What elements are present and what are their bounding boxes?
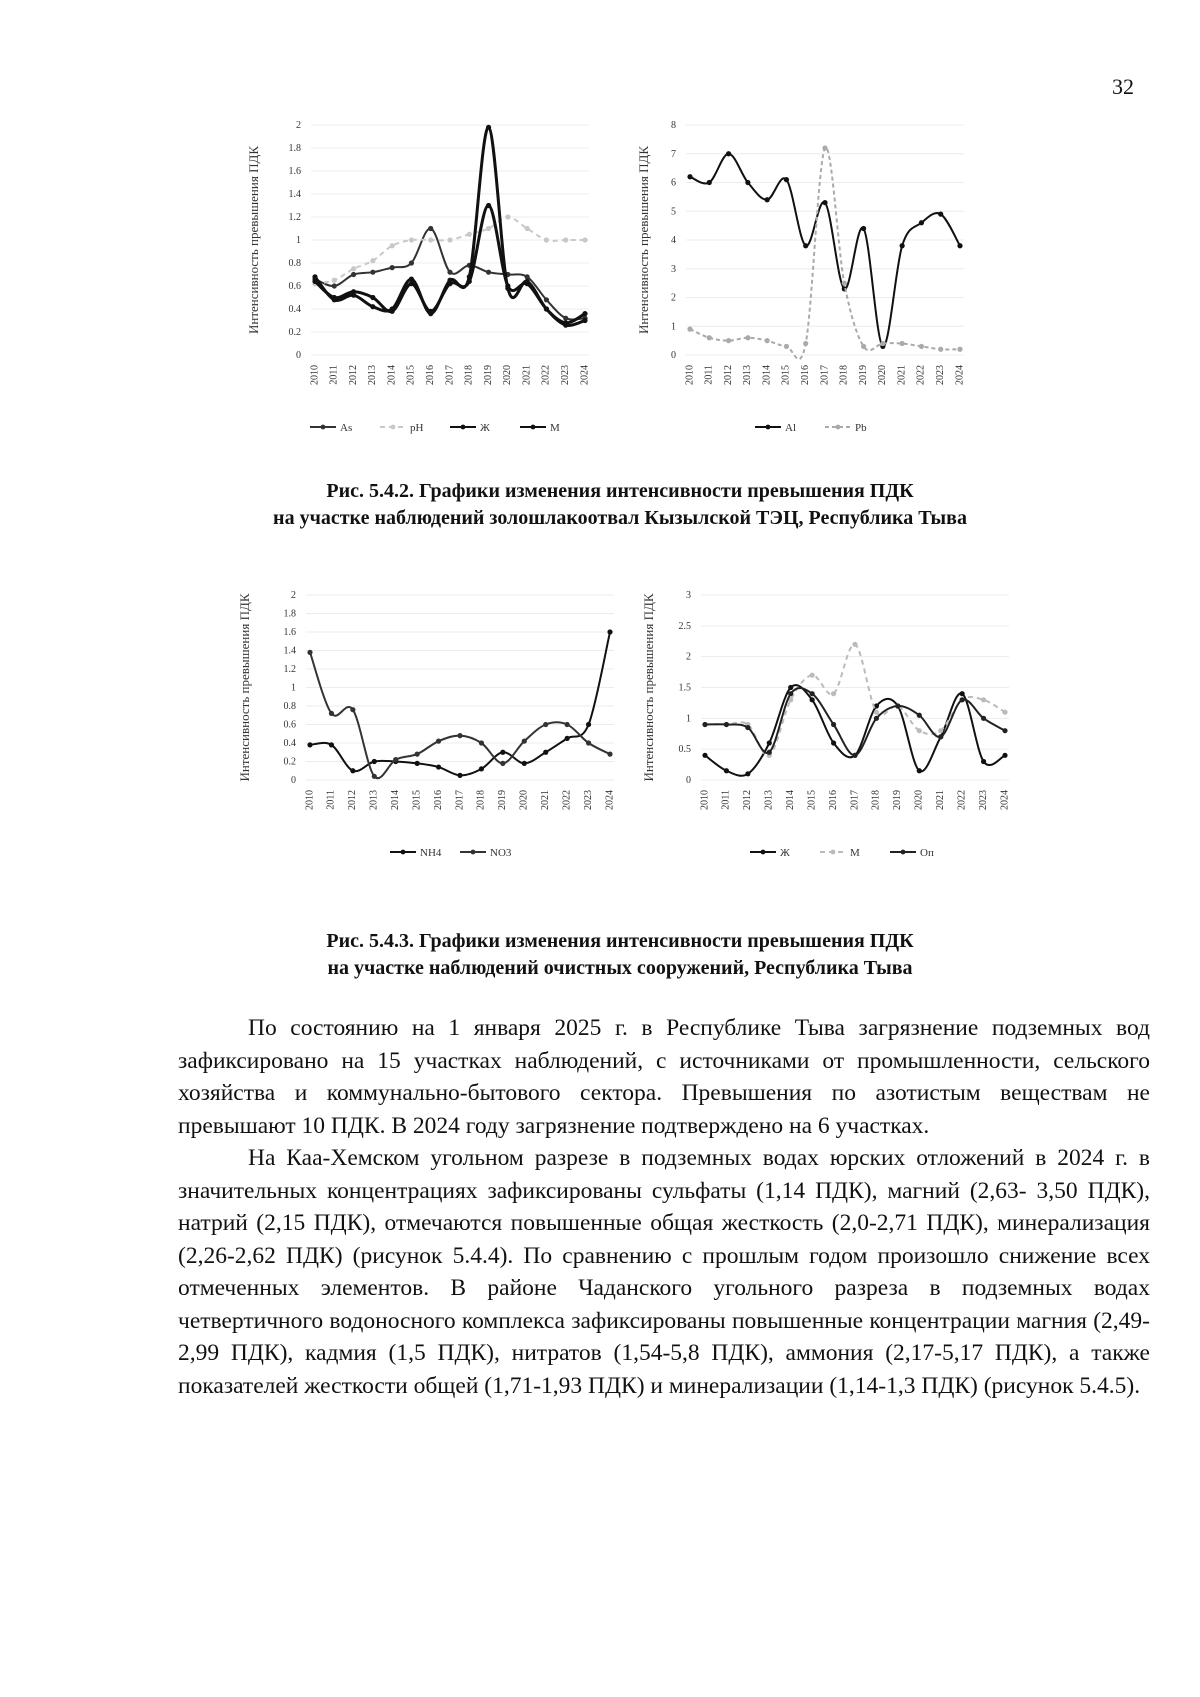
data-point xyxy=(788,691,793,696)
data-point xyxy=(765,197,770,202)
data-point xyxy=(874,716,879,721)
data-point xyxy=(900,243,905,248)
data-point xyxy=(842,281,847,286)
data-point xyxy=(457,773,462,778)
caption-line: на участке наблюдений золошлакоотвал Кызылской ТЭЦ, Республика Тыва xyxy=(273,507,967,529)
data-point xyxy=(810,697,815,702)
data-point xyxy=(447,270,452,275)
data-point xyxy=(938,347,943,352)
x-tick-label: 2018 xyxy=(475,790,487,810)
y-tick-label: 0.4 xyxy=(288,304,301,315)
y-tick-label: 0.2 xyxy=(283,756,296,768)
data-point xyxy=(312,274,317,279)
x-tick-label: 2024 xyxy=(604,790,616,810)
y-tick-label: 7 xyxy=(671,148,676,160)
series-line xyxy=(310,632,610,775)
data-point xyxy=(332,278,337,283)
data-point xyxy=(861,344,866,349)
x-tick-label: 2017 xyxy=(819,365,831,385)
data-point xyxy=(505,214,510,219)
data-point xyxy=(522,739,527,744)
y-tick-label: 4 xyxy=(671,235,676,246)
y-axis-label: Интенсивность превышения ПДК xyxy=(245,146,261,334)
data-point xyxy=(479,766,484,771)
y-tick-label: 0.6 xyxy=(288,281,301,292)
data-point xyxy=(687,327,692,332)
data-point xyxy=(505,286,510,291)
caption-line: на участке наблюдений очистных сооружений, Республика Тыва xyxy=(327,957,913,979)
data-point xyxy=(390,243,395,248)
y-tick-label: 1.6 xyxy=(283,627,296,638)
legend-label: Ж xyxy=(780,847,790,859)
data-point xyxy=(981,759,986,764)
legend-marker xyxy=(831,850,836,855)
data-point xyxy=(447,237,452,242)
y-axis-label: Интенсивность превышения ПДК xyxy=(635,146,651,334)
x-tick-label: 2015 xyxy=(405,365,417,385)
legend-marker xyxy=(321,425,326,430)
x-tick-label: 2019 xyxy=(857,365,869,385)
data-point xyxy=(409,277,414,282)
data-point xyxy=(372,774,377,779)
x-tick-label: 2016 xyxy=(432,790,444,810)
data-point xyxy=(745,335,750,340)
y-tick-label: 2 xyxy=(671,292,676,304)
y-tick-label: 0.5 xyxy=(678,744,691,756)
data-point xyxy=(479,740,484,745)
x-tick-label: 2023 xyxy=(560,365,572,385)
x-tick-label: 2020 xyxy=(502,365,514,385)
x-tick-label: 2024 xyxy=(954,365,966,385)
data-point xyxy=(351,266,356,271)
x-tick-label: 2020 xyxy=(913,790,925,810)
data-point xyxy=(917,713,922,718)
data-point xyxy=(415,761,420,766)
data-point xyxy=(563,323,568,328)
data-point xyxy=(351,272,356,277)
data-point xyxy=(500,761,505,766)
data-point xyxy=(981,716,986,721)
data-point xyxy=(960,697,965,702)
x-tick-label: 2014 xyxy=(386,365,398,385)
x-tick-label: 2015 xyxy=(780,365,792,385)
x-tick-label: 2022 xyxy=(956,790,968,810)
legend-label: М xyxy=(550,422,560,434)
data-point xyxy=(874,710,879,715)
data-point xyxy=(565,722,570,727)
data-point xyxy=(831,722,836,727)
caption-line: Рис. 5.4.2. Графики изменения интенсивности превышения ПДК xyxy=(326,480,914,502)
data-point xyxy=(582,318,587,323)
data-point xyxy=(563,237,568,242)
data-point xyxy=(724,768,729,773)
data-point xyxy=(565,736,570,741)
x-tick-label: 2018 xyxy=(870,790,882,810)
x-tick-label: 2015 xyxy=(411,790,423,810)
figure-caption-5-4-2 xyxy=(190,478,1050,532)
legend-marker xyxy=(401,850,406,855)
paragraph: На Каа-Хемском угольном разрезе в подземных водах юрских отложений в 2024 г. в значительных концентрациях зафиксированы сульфаты (1,14 ПДК), магний (2,63- 3,50 ПДК), натрий (2,15 ПДК), отмечаются повышенные общая жесткость (2,0-2,71 ПДК), минерализация (2,26-2,62 ПДК) (рисунок 5.4.4). По сравнению с прошлым годом произошло снижение всех отмеченных элементов. В районе Чаданского угольного разреза в подземных водах четвертичного водоносного комплекса зафиксированы повышенные концентрации магния (2,49-2,99 ПДК), кадмия (1,5 ПДК), нитратов (1,54-5,8 ПДК), аммония (2,17-5,17 ПДК), а также показателей жесткости общей (1,71-1,93 ПДК) и минерализации (1,14-1,3 ПДК) (рисунок 5.4.5). xyxy=(178,1145,1150,1399)
data-point xyxy=(745,771,750,776)
x-tick-label: 2018 xyxy=(838,365,850,385)
y-axis-label: Интенсивность превышения ПДК xyxy=(236,593,252,782)
y-tick-label: 0.4 xyxy=(283,738,296,749)
data-point xyxy=(436,739,441,744)
data-point xyxy=(957,243,962,248)
data-point xyxy=(726,338,731,343)
data-point xyxy=(486,203,491,208)
data-point xyxy=(960,691,965,696)
data-point xyxy=(436,764,441,769)
data-point xyxy=(1002,710,1007,715)
data-point xyxy=(372,759,377,764)
data-point xyxy=(582,237,587,242)
data-point xyxy=(350,707,355,712)
data-point xyxy=(745,180,750,185)
legend-marker xyxy=(531,425,536,430)
y-tick-label: 5 xyxy=(671,206,676,218)
data-point xyxy=(390,265,395,270)
y-tick-label: 0 xyxy=(296,350,301,361)
x-tick-label: 2022 xyxy=(561,790,573,810)
data-point xyxy=(852,642,857,647)
x-tick-label: 2019 xyxy=(892,790,904,810)
data-point xyxy=(607,629,612,634)
data-point xyxy=(332,297,337,302)
x-tick-label: 2021 xyxy=(540,790,552,810)
legend-label: Оп xyxy=(920,847,934,859)
data-point xyxy=(370,295,375,300)
y-tick-label: 0.8 xyxy=(288,258,301,269)
data-point xyxy=(307,650,312,655)
x-tick-label: 2019 xyxy=(482,365,494,385)
data-point xyxy=(938,728,943,733)
chart-treatment-hardness-mineralization-op xyxy=(640,580,1100,930)
x-tick-label: 2010 xyxy=(309,365,321,385)
data-point xyxy=(745,725,750,730)
data-point xyxy=(350,768,355,773)
data-point xyxy=(467,274,472,279)
x-tick-label: 2012 xyxy=(742,790,754,810)
data-point xyxy=(543,722,548,727)
y-tick-label: 0 xyxy=(291,775,296,786)
y-tick-label: 1.8 xyxy=(288,143,301,154)
legend-marker xyxy=(836,425,841,430)
y-tick-label: 1 xyxy=(296,235,301,246)
x-tick-label: 2017 xyxy=(454,790,466,810)
data-point xyxy=(582,311,587,316)
y-tick-label: 0.8 xyxy=(283,701,296,712)
x-tick-label: 2023 xyxy=(582,790,594,810)
data-point xyxy=(525,279,530,284)
data-point xyxy=(726,151,731,156)
y-tick-label: 0.2 xyxy=(288,327,301,338)
x-tick-label: 2021 xyxy=(935,790,947,810)
data-point xyxy=(803,243,808,248)
data-point xyxy=(917,728,922,733)
y-tick-label: 2 xyxy=(291,590,296,601)
data-point xyxy=(447,278,452,283)
y-tick-label: 1.2 xyxy=(288,212,301,223)
x-tick-label: 2014 xyxy=(390,790,402,810)
legend-marker xyxy=(761,850,766,855)
data-point xyxy=(525,226,530,231)
y-tick-label: 0 xyxy=(671,350,676,361)
y-tick-label: 2 xyxy=(686,651,691,663)
data-point xyxy=(307,742,312,747)
data-point xyxy=(1002,728,1007,733)
x-tick-label: 2011 xyxy=(328,365,340,385)
x-tick-label: 2023 xyxy=(977,790,989,810)
y-tick-label: 1 xyxy=(671,321,676,333)
x-tick-label: 2018 xyxy=(463,365,475,385)
data-point xyxy=(525,274,530,279)
data-point xyxy=(702,722,707,727)
data-point xyxy=(586,722,591,727)
y-tick-label: 3 xyxy=(686,590,691,601)
data-point xyxy=(428,311,433,316)
x-tick-label: 2016 xyxy=(800,365,812,385)
x-tick-label: 2022 xyxy=(915,365,927,385)
x-tick-label: 2017 xyxy=(849,790,861,810)
data-point xyxy=(784,344,789,349)
data-point xyxy=(428,226,433,231)
legend-label: NO3 xyxy=(490,847,512,859)
x-tick-label: 2010 xyxy=(699,790,711,810)
data-point xyxy=(919,344,924,349)
y-tick-label: 2.5 xyxy=(678,620,691,632)
data-point xyxy=(586,740,591,745)
data-point xyxy=(687,174,692,179)
data-point xyxy=(822,145,827,150)
paragraph: По состоянию на 1 января 2025 г. в Республике Тыва загрязнение подземных вод зафиксировано на 15 участках наблюдений, с источниками от промышленности, сельского хозяйства и коммунально-бытового сектора. Превышения по азотистым веществам не превышают 10 ПДК. В 2024 году загрязнение подтверждено на 6 участках. xyxy=(178,1015,1150,1139)
data-point xyxy=(707,335,712,340)
y-tick-label: 1.4 xyxy=(288,189,301,200)
data-point xyxy=(351,293,356,298)
data-point xyxy=(543,750,548,755)
data-point xyxy=(831,691,836,696)
x-tick-label: 2021 xyxy=(896,365,908,385)
legend-label: As xyxy=(340,422,353,434)
x-tick-label: 2014 xyxy=(761,365,773,385)
y-tick-label: 6 xyxy=(671,177,676,189)
data-point xyxy=(707,180,712,185)
data-point xyxy=(329,711,334,716)
data-point xyxy=(938,212,943,217)
data-point xyxy=(370,304,375,309)
data-point xyxy=(544,237,549,242)
x-tick-label: 2021 xyxy=(521,365,533,385)
x-tick-label: 2020 xyxy=(877,365,889,385)
data-point xyxy=(831,740,836,745)
data-point xyxy=(467,232,472,237)
x-tick-label: 2013 xyxy=(368,790,380,810)
data-point xyxy=(880,341,885,346)
data-point xyxy=(409,237,414,242)
caption-line: Рис. 5.4.3. Графики изменения интенсивности превышения ПДК xyxy=(326,930,914,952)
data-point xyxy=(767,740,772,745)
series-line xyxy=(705,688,1005,755)
data-point xyxy=(895,703,900,708)
data-point xyxy=(803,341,808,346)
legend-label: Pb xyxy=(855,422,867,434)
data-point xyxy=(544,306,549,311)
data-point xyxy=(393,757,398,762)
x-tick-label: 2013 xyxy=(367,365,379,385)
y-axis-label: Интенсивность превышения ПДК xyxy=(640,593,656,782)
data-point xyxy=(724,722,729,727)
data-point xyxy=(428,237,433,242)
data-point xyxy=(500,750,505,755)
data-point xyxy=(702,753,707,758)
legend-label: М xyxy=(850,847,860,859)
legend-label: NH4 xyxy=(420,847,442,859)
x-tick-label: 2011 xyxy=(720,790,732,810)
x-tick-label: 2013 xyxy=(742,365,754,385)
data-point xyxy=(900,341,905,346)
chart-zsho-al-pb xyxy=(635,110,1050,470)
x-tick-label: 2019 xyxy=(497,790,509,810)
x-tick-label: 2020 xyxy=(518,790,530,810)
legend-label: Ж xyxy=(480,422,490,434)
data-point xyxy=(938,734,943,739)
data-point xyxy=(415,752,420,757)
data-point xyxy=(370,270,375,275)
x-tick-label: 2012 xyxy=(722,365,734,385)
y-tick-label: 8 xyxy=(671,120,676,131)
y-tick-label: 1.2 xyxy=(283,664,296,675)
data-point xyxy=(486,226,491,231)
x-tick-label: 2013 xyxy=(763,790,775,810)
data-point xyxy=(332,283,337,288)
y-tick-label: 3 xyxy=(671,263,676,275)
data-point xyxy=(919,220,924,225)
data-point xyxy=(788,685,793,690)
x-tick-label: 2024 xyxy=(999,790,1011,810)
chart-treatment-nh4-no3 xyxy=(236,580,660,930)
y-tick-label: 2 xyxy=(296,120,301,131)
data-point xyxy=(607,752,612,757)
data-point xyxy=(810,673,815,678)
legend-label: Al xyxy=(785,422,796,434)
legend-marker xyxy=(391,425,396,430)
series-line xyxy=(690,147,960,359)
series-line xyxy=(310,652,610,778)
data-point xyxy=(765,338,770,343)
data-point xyxy=(544,297,549,302)
x-tick-label: 2024 xyxy=(579,365,591,385)
data-point xyxy=(370,258,375,263)
x-tick-label: 2017 xyxy=(444,365,456,385)
y-tick-label: 1.8 xyxy=(283,608,296,620)
legend-label: pH xyxy=(410,422,424,434)
data-point xyxy=(390,306,395,311)
y-tick-label: 1.4 xyxy=(283,645,296,657)
page-number: 32 xyxy=(1112,74,1134,99)
data-point xyxy=(486,125,491,130)
data-point xyxy=(784,177,789,182)
x-tick-label: 2010 xyxy=(684,365,696,385)
x-tick-label: 2012 xyxy=(347,365,359,385)
x-tick-label: 2012 xyxy=(347,790,359,810)
data-point xyxy=(957,347,962,352)
data-point xyxy=(329,742,334,747)
y-tick-label: 0 xyxy=(686,775,691,786)
y-tick-label: 0.6 xyxy=(283,719,296,731)
data-point xyxy=(822,200,827,205)
data-point xyxy=(1002,753,1007,758)
data-point xyxy=(457,733,462,738)
data-point xyxy=(981,697,986,702)
legend-marker xyxy=(461,425,466,430)
data-point xyxy=(522,761,527,766)
y-tick-label: 1.6 xyxy=(288,166,301,177)
x-tick-label: 2014 xyxy=(785,790,797,810)
x-tick-label: 2015 xyxy=(806,790,818,810)
data-point xyxy=(767,750,772,755)
legend-marker xyxy=(766,425,771,430)
legend-marker xyxy=(901,850,906,855)
y-tick-label: 1 xyxy=(686,713,691,725)
x-tick-label: 2023 xyxy=(935,365,947,385)
x-tick-label: 2010 xyxy=(304,790,316,810)
figure-caption-5-4-3 xyxy=(190,928,1050,982)
x-tick-label: 2016 xyxy=(425,365,437,385)
x-tick-label: 2022 xyxy=(540,365,552,385)
body-text xyxy=(178,1012,1150,1402)
x-tick-label: 2016 xyxy=(827,790,839,810)
y-tick-label: 1 xyxy=(291,682,296,694)
data-point xyxy=(917,768,922,773)
x-tick-label: 2011 xyxy=(703,365,715,385)
x-tick-label: 2011 xyxy=(325,790,337,810)
data-point xyxy=(810,691,815,696)
data-point xyxy=(486,270,491,275)
data-point xyxy=(563,316,568,321)
data-point xyxy=(409,260,414,265)
data-point xyxy=(861,226,866,231)
chart-zsho-as-ph-hardness-mineralization xyxy=(240,110,640,470)
y-tick-label: 1.5 xyxy=(678,682,691,694)
data-point xyxy=(852,753,857,758)
legend-marker xyxy=(471,850,476,855)
